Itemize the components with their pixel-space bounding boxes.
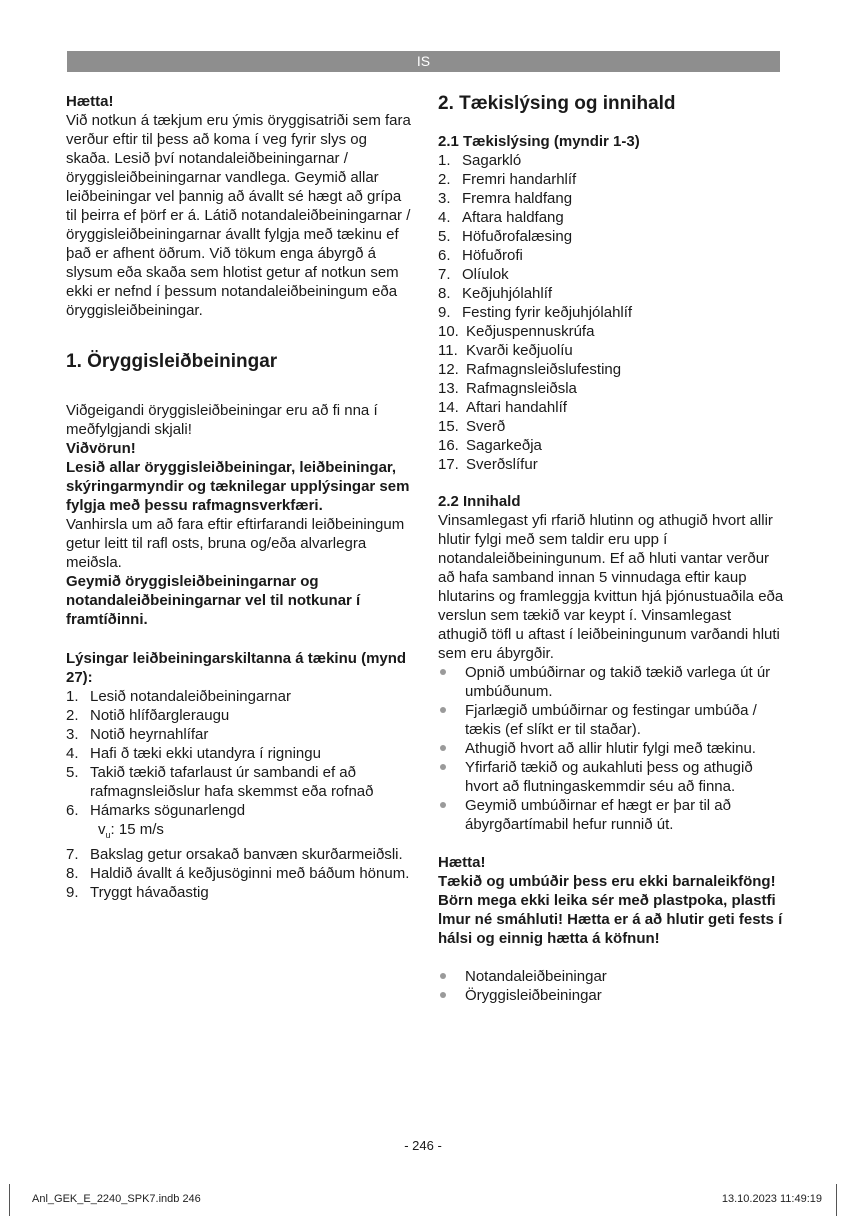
list-item: 3. Fremra haldfang [438, 190, 573, 207]
section1-intro: Viðgeigandi öryggisleiðbeiningar eru að fi nna í meðfylgjandi skjali! [66, 402, 378, 438]
list-item: 9. Festing fyrir keðjuhjólahlíf [438, 304, 633, 321]
page-number: - 246 - [404, 1138, 442, 1153]
labels-heading: Lýsingar leiðbeiningarskiltanna á tækinu (mynd 27): [66, 650, 407, 686]
right-column [438, 92, 784, 1005]
list-item: 8. Haldið ávallt á keðjusöginni með báðum hönum. [66, 865, 410, 882]
alert-label: Viðvörun! [66, 440, 136, 457]
labels-list [66, 687, 412, 902]
footer-file: Anl_GEK_E_2240_SPK7.indb 246 [32, 1193, 201, 1205]
list-item: 4. Hafi ð tæki ekki utandyra í rigningu [66, 745, 321, 762]
alert-text: Vanhirsla um að fara eftir eftirfarandi leiðbeiningum getur leitt til rafl osts, bruna og/eða alvarlegra meiðsla. [66, 516, 405, 571]
crop-mark [9, 1184, 10, 1216]
list-item: 6. Hámarks sögunarlengd [66, 802, 246, 819]
subsection-2-2: 2.2 Innihald [438, 493, 521, 510]
list-item: 15. Sverð [438, 418, 506, 435]
list-item: Opnið umbúðirnar og takið tækið varlega út úr umbúðunum. [438, 663, 784, 701]
keep-instructions-text: Geymið öryggisleiðbeiningarnar og notandaleiðbeiningarnar vel til notkunar í framtíðinni. [66, 573, 361, 628]
warning-title: Hætta! [66, 93, 114, 110]
list-item: Öryggisleiðbeiningar [438, 986, 784, 1005]
list-item: 2. Notið hlífðargleraugu [66, 707, 230, 724]
language-bar: IS [67, 51, 780, 72]
list-item: 17. Sverðslífur [438, 456, 538, 473]
subsection-2-1: 2.1 Tækislýsing (myndir 1-3) [438, 133, 640, 150]
danger-title: Hætta! [438, 854, 486, 871]
warning-text: Við notkun á tækjum eru ýmis öryggisatriði sem fara verður eftir til þess að koma í veg fyrir slys og skaða. Lesið því notandaleiðbeiningarnar / öryggisleiðbeiningarnar vandlega. Geymið allar leiðbeiningar vel þannig að ávallt sé hægt að grípa til þeirra ef þörf er á. Látið notandaleiðbeiningarnar / öryggisleiðbeiningarnar ávallt fylgja með tækinu ef það er afhent öðrum. Við tökum enga ábyrgð á slysum eða skaða sem hlotist getur af notkun sem ekki er nefnd í þessum notandaleiðbeiningum eða öryggisleiðbeiningar. [66, 112, 411, 319]
list-item: 1. Lesið notandaleiðbeiningarnar [66, 688, 291, 705]
section2-title: 2. Tækislýsing og innihald [438, 93, 676, 114]
list-item: 11. Kvarði keðjuolíu [438, 342, 573, 359]
alert-bold-text: Lesið allar öryggisleiðbeiningar, leiðbeiningar, skýringarmyndir og tæknilegar upplýsingar sem fylgja með þessu rafmagnsverkfæri. [66, 459, 410, 514]
list-item: Notandaleiðbeiningar [438, 967, 784, 986]
speed-line: $v_u$: 15 m/s [98, 821, 164, 840]
list-item: 10. Keðjuspennuskrúfa [438, 323, 595, 340]
list-item: 12. Rafmagnsleiðslufesting [438, 361, 622, 378]
list-item: 3. Notið heyrnahlífar [66, 726, 209, 743]
list-item: 8. Keðjuhjólahlíf [438, 285, 553, 302]
list-item: 1. Sagarkló [438, 152, 522, 169]
list-item: 13. Rafmagnsleiðsla [438, 380, 577, 397]
crop-mark [836, 1184, 837, 1216]
list-item: Athugið hvort að allir hlutir fylgi með tækinu. [438, 739, 784, 758]
list-item: Geymið umbúðirnar ef hægt er þar til að ábyrgðartímabil hefur runnið út. [438, 796, 784, 834]
list-item: 5. Höfuðrofalæsing [438, 228, 573, 245]
list-item: 16. Sagarkeðja [438, 437, 542, 454]
unpacking-list [438, 663, 784, 834]
list-item: Yfirfarið tækið og aukahluti þess og athugið hvort að flutningaskemmdir séu að finna. [438, 758, 784, 796]
list-item: 6. Höfuðrofi [438, 247, 523, 264]
footer-date: 13.10.2023 11:49:19 [721, 1193, 822, 1205]
parts-list [438, 151, 784, 474]
list-item: 14. Aftari handahlíf [438, 399, 567, 416]
content-text: Vinsamlegast yfi rfarið hlutinn og athugið hvort allir hlutir fylgi með sem taldir eru upp í notandaleiðbeiningunum. Ef að hluti vantar verður að hafa samband innan 5 vinnudaga eftir kaup hlutarins og framleggja kvittun hjá þjónustuaðila eða verslun sem tækið var keypt í. Vinsamlegast athugið töfl u aftast í leiðbeiningunum varðandi hluti sem eru ábyrgðir. [438, 512, 784, 662]
list-item: 5. Takið tækið tafarlaust úr sambandi ef að rafmagnsleiðslur hafa skemmst eða rofnað [66, 764, 374, 800]
list-item: 7. Olíulok [438, 266, 509, 283]
list-item: 7. Bakslag getur orsakað banvæn skurðarmeiðsli. [66, 846, 403, 863]
left-column [66, 92, 412, 902]
list-item: 9. Tryggt hávaðastig [66, 884, 209, 901]
danger-text: Tækið og umbúðir þess eru ekki barnaleikföng! Börn mega ekki leika sér með plastpoka, plastfi lmur né smáhluti! Hætta er á að hlutir geti fests í hálsi og einnig hætta á köfnun! [438, 873, 783, 947]
contents-list [438, 967, 784, 1005]
section1-title: 1. Öryggisleiðbeiningar [66, 351, 278, 372]
list-item: 2. Fremri handarhlíf [438, 171, 577, 188]
list-item: Fjarlægið umbúðirnar og festingar umbúða / tækis (ef slíkt er til staðar). [438, 701, 784, 739]
list-item: 4. Aftara haldfang [438, 209, 564, 226]
